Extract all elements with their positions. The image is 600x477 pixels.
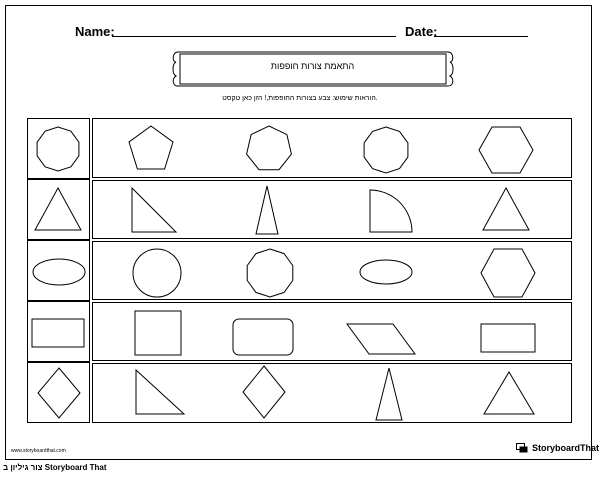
page-title: התאמת צורות חופפות: [270, 61, 355, 71]
triangle-shape[interactable]: [482, 370, 536, 416]
circle-shape[interactable]: [131, 247, 183, 299]
ellipse-shape[interactable]: [358, 258, 414, 286]
instructions: .הוראות שימוש: צבע בצורות החופפות,! הזן כאן טקסט: [222, 95, 378, 102]
name-label: Name:: [75, 24, 115, 39]
tall-triangle-shape[interactable]: [254, 184, 280, 236]
triangle-shape[interactable]: [481, 186, 531, 232]
decagon-shape[interactable]: [362, 126, 410, 174]
quarter-circle-shape[interactable]: [368, 188, 414, 234]
diamond-shape[interactable]: [36, 366, 82, 420]
hexagon-shape[interactable]: [478, 126, 534, 174]
credit-line[interactable]: צור גיליון ב Storyboard That: [3, 463, 107, 472]
storyboard-logo-icon: [516, 443, 529, 453]
rectangle-shape[interactable]: [479, 322, 537, 354]
tall-triangle-shape[interactable]: [374, 366, 404, 422]
parallelogram-shape[interactable]: [345, 322, 417, 356]
square-shape[interactable]: [133, 309, 183, 357]
rounded-rectangle-shape[interactable]: [231, 317, 295, 357]
decagon-shape[interactable]: [245, 248, 295, 298]
date-line[interactable]: [434, 36, 528, 37]
heptagon-shape[interactable]: [244, 124, 294, 174]
name-line[interactable]: [112, 36, 396, 37]
decagon-shape[interactable]: [35, 126, 81, 172]
right-triangle-shape[interactable]: [134, 368, 186, 416]
diamond-shape[interactable]: [241, 364, 287, 420]
ellipse-shape[interactable]: [31, 257, 87, 287]
right-triangle-shape[interactable]: [130, 186, 178, 234]
rectangle-shape[interactable]: [30, 317, 86, 349]
footer-url[interactable]: www.storyboardthat.com: [11, 448, 66, 454]
pentagon-shape[interactable]: [127, 124, 175, 172]
brand-name: StoryboardThat: [532, 443, 600, 453]
date-label: Date:: [405, 24, 438, 39]
brand-logo[interactable]: [516, 443, 599, 453]
triangle-shape[interactable]: [33, 186, 83, 232]
hexagon-shape[interactable]: [480, 248, 536, 298]
